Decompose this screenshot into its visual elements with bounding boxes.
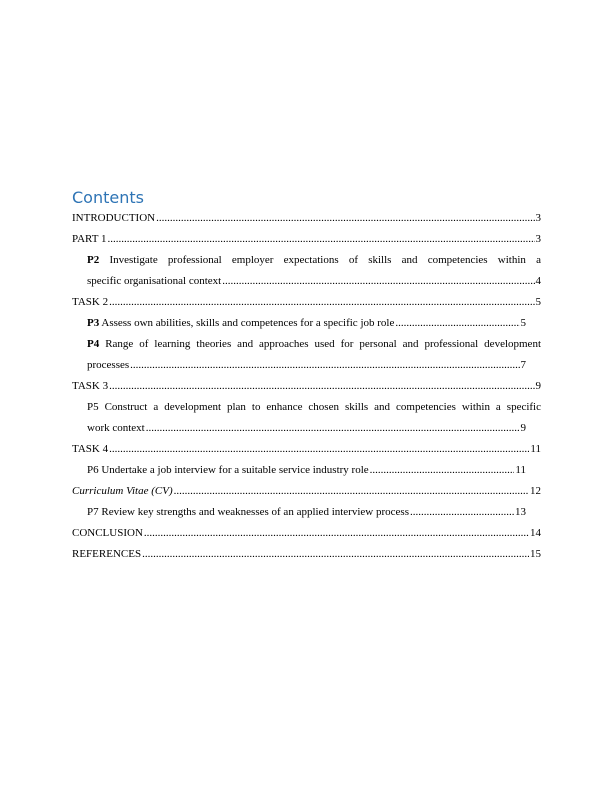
dot-leader bbox=[222, 271, 534, 292]
toc-entry-prefix: P4 bbox=[87, 338, 100, 350]
toc-page-number: 5 bbox=[535, 296, 541, 308]
toc-heading: Contents bbox=[72, 188, 144, 207]
toc-page-number: 3 bbox=[535, 233, 541, 245]
toc-page-number: 5 bbox=[520, 317, 526, 329]
dot-leader bbox=[174, 481, 529, 502]
dot-leader bbox=[108, 229, 535, 250]
dot-leader bbox=[144, 523, 529, 544]
toc-entry-text: INTRODUCTION bbox=[72, 212, 156, 224]
toc-entry-prefix: P2 bbox=[87, 254, 100, 266]
toc-page-number: 11 bbox=[530, 443, 541, 455]
toc-entry-introduction[interactable] bbox=[72, 208, 541, 229]
toc-entry-text-line1: Investigate professional employer expectations of skills and competencies within a bbox=[109, 254, 541, 266]
toc-entry-text: P7 Review key strengths and weaknesses of an applied interview process bbox=[87, 506, 409, 518]
toc-entry-task-2[interactable] bbox=[72, 292, 541, 313]
dot-leader bbox=[109, 292, 534, 313]
toc-entry-text: Assess own abilities, skills and competences for a specific job role bbox=[101, 317, 395, 329]
toc-page-number: 11 bbox=[515, 464, 526, 476]
toc-entry-prefix: P3 bbox=[87, 317, 100, 329]
toc-page-number: 4 bbox=[535, 275, 541, 287]
toc-page-number: 3 bbox=[535, 212, 541, 224]
dot-leader bbox=[156, 208, 534, 229]
toc-entry-text-line2: specific organisational context bbox=[87, 275, 222, 287]
toc-page-number: 12 bbox=[530, 485, 541, 497]
toc-page-number: 9 bbox=[520, 422, 526, 434]
toc-entry-text: TASK 3 bbox=[72, 380, 109, 392]
toc-entry-p5[interactable] bbox=[87, 397, 541, 439]
toc-entry-task-3[interactable] bbox=[72, 376, 541, 397]
dot-leader bbox=[109, 376, 534, 397]
table-of-contents bbox=[72, 208, 541, 565]
toc-entry-text-line2: processes bbox=[87, 359, 130, 371]
toc-entry-text: REFERENCES bbox=[72, 548, 142, 560]
dot-leader bbox=[109, 439, 529, 460]
toc-page-number: 14 bbox=[530, 527, 541, 539]
toc-entry-part-1[interactable] bbox=[72, 229, 541, 250]
toc-entry-text: PART 1 bbox=[72, 233, 107, 245]
toc-page-number: 9 bbox=[535, 380, 541, 392]
dot-leader bbox=[130, 355, 519, 376]
toc-entry-text: P6 Undertake a job interview for a suitable service industry role bbox=[87, 464, 369, 476]
toc-page-number: 13 bbox=[515, 506, 526, 518]
dot-leader bbox=[142, 544, 529, 565]
dot-leader bbox=[410, 502, 514, 523]
toc-entry-text: CONCLUSION bbox=[72, 527, 143, 539]
dot-leader bbox=[146, 418, 520, 439]
toc-entry-p2[interactable] bbox=[87, 250, 541, 292]
toc-entry-p4[interactable] bbox=[87, 334, 541, 376]
toc-entry-text: Curriculum Vitae (CV) bbox=[72, 485, 173, 497]
toc-entry-text: TASK 2 bbox=[72, 296, 109, 308]
dot-leader bbox=[395, 313, 519, 334]
toc-entry-text: TASK 4 bbox=[72, 443, 109, 455]
toc-entry-p6[interactable] bbox=[87, 460, 541, 481]
toc-entry-conclusion[interactable] bbox=[72, 523, 541, 544]
toc-entry-p7[interactable] bbox=[87, 502, 541, 523]
toc-entry-text-line2: work context bbox=[87, 422, 145, 434]
toc-entry-curriculum-vitae[interactable] bbox=[72, 481, 541, 502]
toc-entry-text-line1: P5 Construct a development plan to enhance chosen skills and competencies within a specific bbox=[87, 401, 541, 413]
toc-entry-p3[interactable] bbox=[87, 313, 541, 334]
toc-entry-references[interactable] bbox=[72, 544, 541, 565]
toc-page-number: 15 bbox=[530, 548, 541, 560]
toc-entry-text-line1: Range of learning theories and approaches used for personal and professional development bbox=[105, 338, 541, 350]
toc-page-number: 7 bbox=[520, 359, 526, 371]
dot-leader bbox=[370, 460, 515, 481]
toc-entry-task-4[interactable] bbox=[72, 439, 541, 460]
